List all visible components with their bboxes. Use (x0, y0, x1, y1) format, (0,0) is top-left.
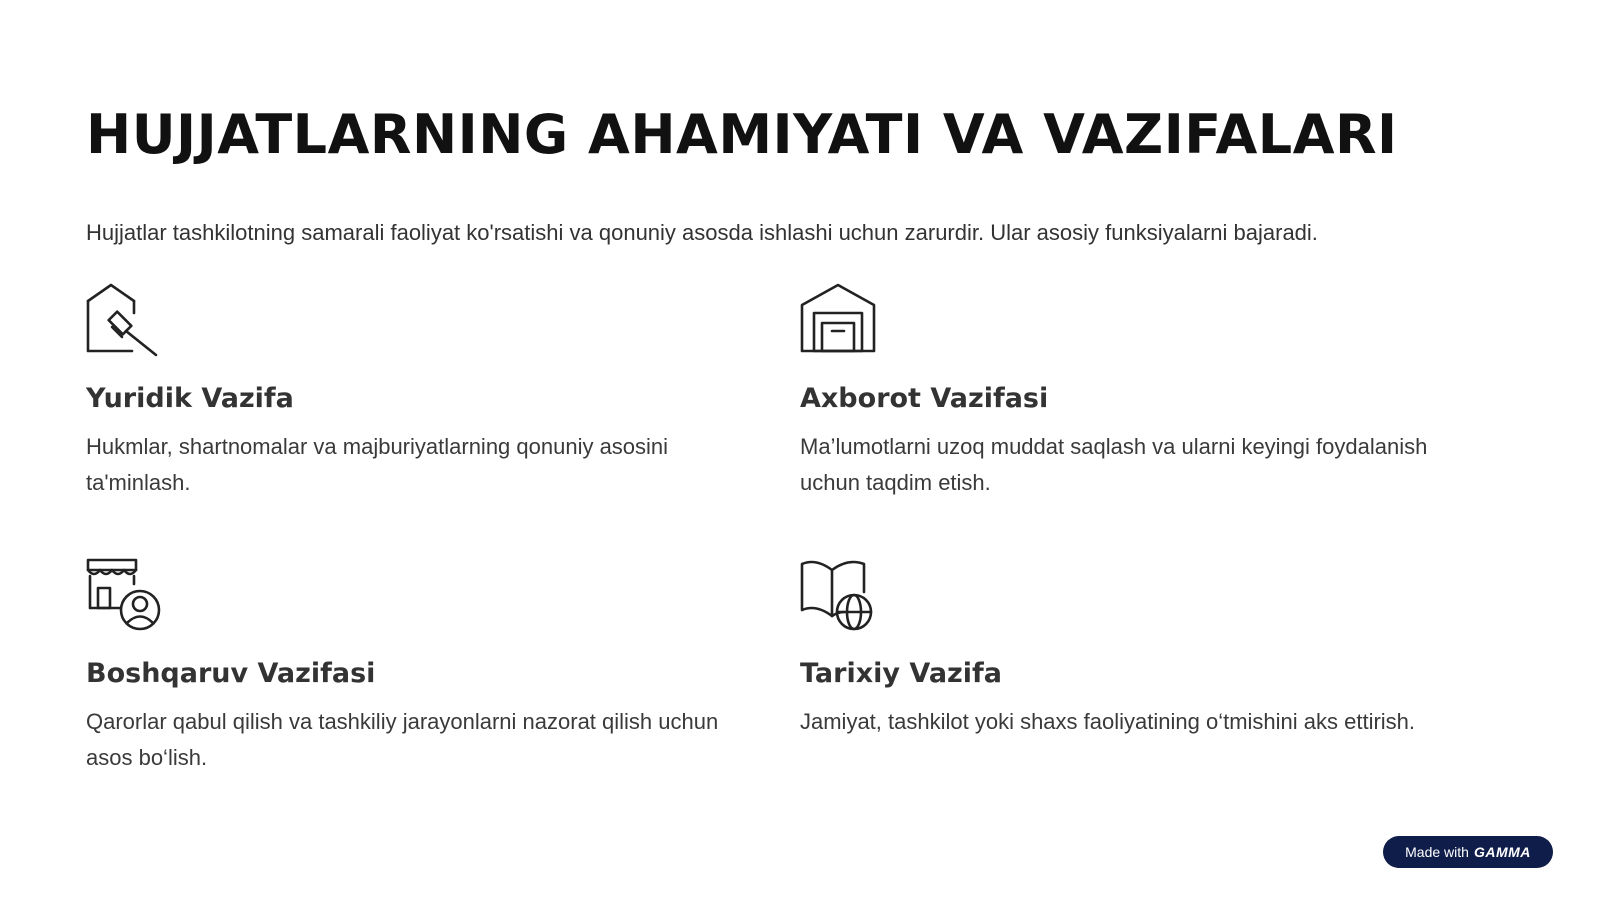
card-heading: Boshqaruv Vazifasi (86, 658, 376, 689)
card-text: Qarorlar qabul qilish va tashkiliy jarayonlarni nazorat qilish uchun asos bo‘lish. (86, 709, 719, 770)
card-heading: Axborot Vazifasi (800, 383, 1049, 414)
card-historical-function (800, 558, 1480, 740)
card-heading: Tarixiy Vazifa (800, 658, 1002, 689)
legal-document-gavel-icon (86, 283, 162, 359)
gamma-logo: GAMMA (1473, 844, 1531, 860)
slide-title: HUJJATLARNING AHAMIYATI VA VAZIFALARI (86, 103, 1398, 166)
store-user-icon (86, 558, 162, 634)
card-legal-function (86, 283, 766, 501)
warehouse-archive-icon (800, 283, 876, 359)
card-heading: Yuridik Vazifa (86, 383, 294, 414)
card-text: Jamiyat, tashkilot yoki shaxs faoliyatining o‘tmishini aks ettirish. (800, 709, 1416, 734)
card-text: Hukmlar, shartnomalar va majburiyatlarning qonuniy asosini ta'minlash. (86, 434, 669, 495)
card-management-function (86, 558, 766, 776)
card-information-function (800, 283, 1480, 501)
card-text: Ma’lumotlarni uzoq muddat saqlash va ularni keyingi foydalanish uchun taqdim etish. (800, 434, 1428, 495)
book-globe-icon (800, 558, 876, 634)
made-with-gamma-badge[interactable] (1383, 836, 1553, 868)
intro-paragraph: Hujjatlar tashkilotning samarali faoliyat ko'rsatishi va qonuniy asosda ishlashi uchun zarurdir. Ular asosiy funksiyalarni bajaradi. (86, 220, 1318, 245)
badge-prefix: Made with (1405, 844, 1469, 860)
